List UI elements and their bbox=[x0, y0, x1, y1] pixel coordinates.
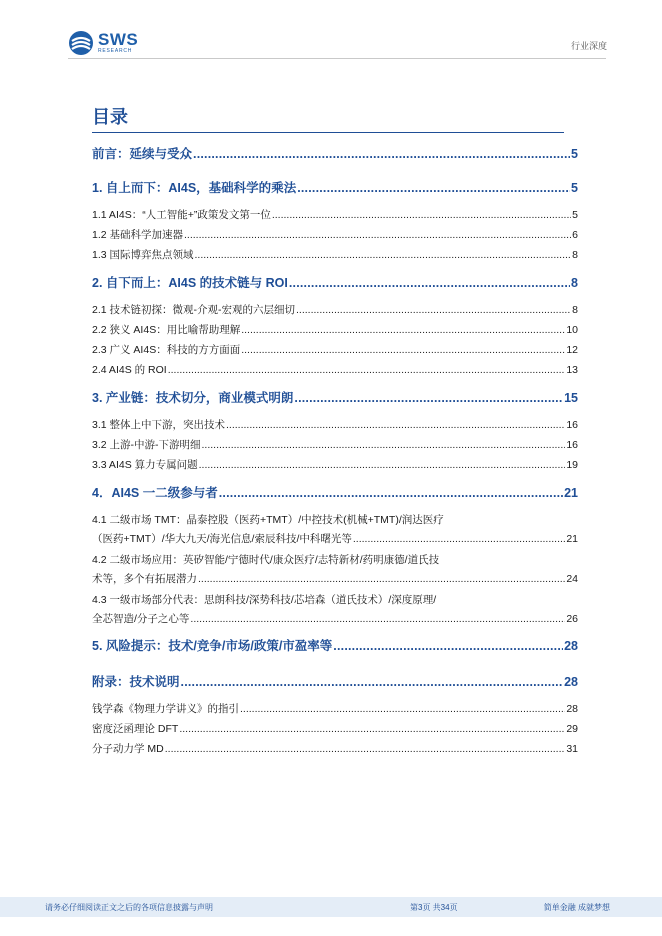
toc-entry[interactable] bbox=[92, 343, 578, 357]
toc-entry-label: 1.3 国际博弈焦点领域 bbox=[92, 249, 194, 261]
logo-text: SWS bbox=[98, 30, 139, 49]
toc-entry-label: 1.1 AI4S：“人工智能+”政策发文第一位 bbox=[92, 209, 271, 221]
toc-leader-dots bbox=[165, 742, 566, 756]
toc-entry[interactable] bbox=[92, 551, 578, 589]
page-footer bbox=[0, 897, 662, 917]
toc-entry-label: 分子动力学 MD bbox=[92, 743, 164, 755]
toc-section-entry[interactable] bbox=[92, 390, 578, 406]
toc-entry-page: 21 bbox=[566, 533, 578, 545]
toc-section-entry[interactable] bbox=[92, 275, 578, 291]
toc-entry-label-line1: 4.3 一级市场部分代表：思朗科技/深势科技/芯培森（道氏技术）/深度原理/ bbox=[92, 594, 437, 606]
toc-leader-dots bbox=[333, 638, 563, 654]
toc-entry[interactable] bbox=[92, 228, 578, 242]
toc-entry-page: 8 bbox=[571, 276, 578, 290]
toc-entry-page: 5 bbox=[571, 181, 578, 195]
toc-entry[interactable] bbox=[92, 722, 578, 736]
toc-entry[interactable] bbox=[92, 511, 578, 549]
toc-leader-dots bbox=[190, 610, 565, 629]
toc-leader-dots bbox=[202, 438, 566, 452]
toc-entry-label: 全芯智造/分子之心等 bbox=[92, 613, 190, 625]
toc-leader-dots bbox=[179, 722, 565, 736]
toc-entry-label: 密度泛函理论 DFT bbox=[92, 723, 179, 735]
toc-section-entry[interactable] bbox=[92, 638, 578, 654]
toc-entry-label: 1.2 基础科学加速器 bbox=[92, 229, 184, 241]
toc-section-entry[interactable] bbox=[92, 674, 578, 690]
logo-subtext: RESEARCH bbox=[98, 48, 133, 54]
footer-slogan: 简单金融 成就梦想 bbox=[543, 903, 610, 912]
toc-leader-dots bbox=[193, 146, 570, 162]
toc-entry-page: 16 bbox=[566, 439, 578, 451]
toc-section-entry[interactable] bbox=[92, 146, 578, 162]
toc-entry-label: 附录：技术说明 bbox=[92, 675, 180, 689]
toc-leader-dots bbox=[168, 363, 566, 377]
toc-entry-page: 28 bbox=[566, 703, 578, 715]
toc-leader-dots bbox=[289, 275, 570, 291]
toc-entry[interactable] bbox=[92, 702, 578, 716]
toc-entry-page: 29 bbox=[566, 723, 578, 735]
toc-entry-label: 3.3 AI4S 算力专属问题 bbox=[92, 459, 198, 471]
toc-entry-page: 24 bbox=[566, 573, 578, 585]
toc-entry-label: 钱学森《物理力学讲义》的指引 bbox=[92, 703, 239, 715]
toc-entry-page: 15 bbox=[564, 391, 578, 405]
toc-entry[interactable] bbox=[92, 742, 578, 756]
toc-entry-label-line1: 4.2 二级市场应用：英矽智能/宁德时代/康众医疗/志特新材/药明康德/道氏技 bbox=[92, 554, 440, 566]
toc-entry-label: 2. 自下而上：AI4S 的技术链与 ROI bbox=[92, 276, 288, 290]
toc-entry-label: 3.2 上游-中游-下游明细 bbox=[92, 439, 201, 451]
toc-entry[interactable] bbox=[92, 303, 578, 317]
toc-entry-label: 前言：延续与受众 bbox=[92, 147, 193, 161]
toc-entry-page: 28 bbox=[564, 675, 578, 689]
toc-leader-dots bbox=[272, 208, 571, 222]
toc-entry[interactable] bbox=[92, 591, 578, 629]
toc-entry-label: （医药+TMT）/华大九天/海光信息/索辰科技/中科曙光等 bbox=[92, 533, 352, 545]
toc-entry-page: 5 bbox=[571, 147, 578, 161]
toc-entry-page: 13 bbox=[566, 364, 578, 376]
toc-entry-label: 3.1 整体上中下游，突出技术 bbox=[92, 419, 226, 431]
toc-entry-label: 4．AI4S 一二级参与者 bbox=[92, 486, 218, 500]
toc-entry-page: 6 bbox=[572, 229, 578, 241]
toc-entry-label: 2.3 广义 AI4S：科技的方方面面 bbox=[92, 344, 241, 356]
footer-disclaimer: 请务必仔细阅读正文之后的各项信息披露与声明 bbox=[45, 903, 213, 912]
toc-leader-dots bbox=[226, 418, 565, 432]
toc-entry-page: 10 bbox=[566, 324, 578, 336]
header-divider bbox=[68, 58, 606, 59]
toc-section-entry[interactable] bbox=[92, 180, 578, 196]
toc-title: 目录 bbox=[92, 107, 128, 127]
toc-entry-page: 5 bbox=[572, 209, 578, 221]
toc-leader-dots bbox=[297, 180, 570, 196]
toc-entry-label: 5. 风险提示：技术/竞争/市场/政策/市盈率等 bbox=[92, 639, 333, 653]
toc-entry[interactable] bbox=[92, 438, 578, 452]
sws-logo bbox=[68, 30, 138, 56]
toc-leader-dots bbox=[294, 390, 563, 406]
toc-entry-label: 1. 自上而下：AI4S，基础科学的乘法 bbox=[92, 181, 297, 195]
toc-entry-page: 12 bbox=[566, 344, 578, 356]
toc-entry-page: 26 bbox=[566, 613, 578, 625]
toc-entry[interactable] bbox=[92, 418, 578, 432]
toc-leader-dots bbox=[184, 228, 571, 242]
toc-entry-page: 31 bbox=[566, 743, 578, 755]
report-type-label: 行业深度 bbox=[570, 41, 607, 51]
toc-entry[interactable] bbox=[92, 458, 578, 472]
toc-entry-page: 19 bbox=[566, 459, 578, 471]
toc-entry-page: 8 bbox=[572, 304, 578, 316]
toc-entry[interactable] bbox=[92, 363, 578, 377]
toc-entry-page: 28 bbox=[564, 639, 578, 653]
toc-leader-dots bbox=[195, 248, 572, 262]
toc-entry[interactable] bbox=[92, 208, 578, 222]
toc-entry-label-line1: 4.1 二级市场 TMT：晶泰控股（医药+TMT）/中控技术(机械+TMT)/润达医疗 bbox=[92, 514, 444, 526]
toc-entry-page: 21 bbox=[564, 486, 578, 500]
toc-entry[interactable] bbox=[92, 323, 578, 337]
title-divider bbox=[92, 132, 564, 133]
toc-entry-label: 2.4 AI4S 的 ROI bbox=[92, 364, 167, 376]
page-header bbox=[0, 0, 662, 64]
toc-entry[interactable] bbox=[92, 248, 578, 262]
footer-page-info: 第3页 共34页 bbox=[410, 903, 458, 912]
toc-entry-label: 2.2 狭义 AI4S：用比喻帮助理解 bbox=[92, 324, 241, 336]
toc-leader-dots bbox=[296, 303, 571, 317]
toc-leader-dots bbox=[219, 485, 563, 501]
toc-leader-dots bbox=[199, 458, 566, 472]
toc-entry-label: 术等，多个有拓展潜力 bbox=[92, 573, 197, 585]
toc-leader-dots bbox=[353, 530, 565, 549]
toc-section-entry[interactable] bbox=[92, 485, 578, 501]
toc-entry-page: 16 bbox=[566, 419, 578, 431]
toc-entry-page: 8 bbox=[572, 249, 578, 261]
toc-entry-label: 2.1 技术链初探：微观-介观-宏观的六层细切 bbox=[92, 304, 296, 316]
toc-leader-dots bbox=[181, 674, 564, 690]
sws-logo-icon bbox=[68, 30, 94, 56]
toc-leader-dots bbox=[241, 323, 565, 337]
toc-leader-dots bbox=[241, 343, 565, 357]
toc-entry-label: 3. 产业链：技术切分，商业模式明朗 bbox=[92, 391, 294, 405]
toc-leader-dots bbox=[240, 702, 565, 716]
toc-leader-dots bbox=[198, 570, 565, 589]
